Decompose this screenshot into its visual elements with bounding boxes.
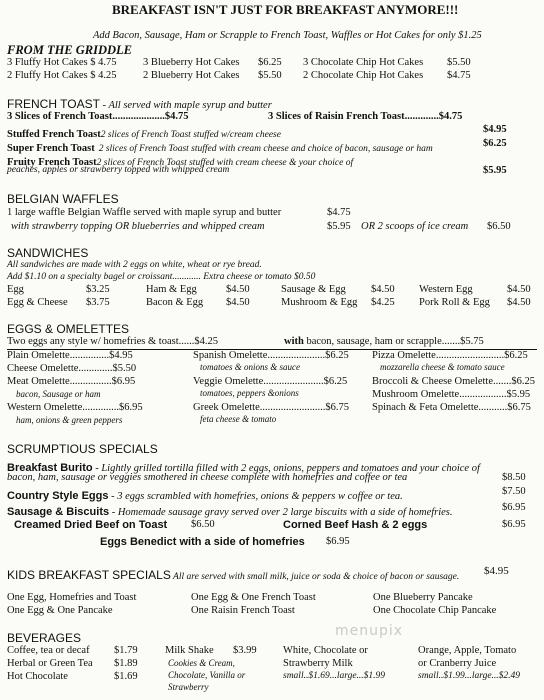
- item-price: $6.95: [326, 536, 350, 547]
- sandwich-item: Western Egg: [419, 284, 473, 295]
- kids-price: $4.95: [484, 565, 509, 577]
- omelette-item: Spanish Omelette......................$6.25: [193, 350, 349, 361]
- griddle-item: 3 Fluffy Hot Cakes $ 4.75: [7, 57, 117, 68]
- sandwich-price: $3.75: [86, 297, 110, 308]
- sandwich-price: $4.50: [226, 297, 250, 308]
- special-eggs-benedict: Eggs Benedict with a side of homefries: [100, 536, 305, 548]
- kids-title: KIDS BREAKFAST SPECIALS: [7, 568, 171, 582]
- griddle-price: $5.50: [258, 70, 282, 81]
- omelette-desc: tomatoes, peppers &onions: [200, 388, 299, 398]
- item-price: $7.50: [502, 486, 526, 497]
- item-price: $4.95: [483, 124, 507, 135]
- item-desc: 2 slices of French Toast stuffed with cream cheese & your choice of: [96, 158, 354, 168]
- kids-note: All are served with small milk, juice or soda & choice of bacon or sausage.: [170, 572, 460, 582]
- special-creamed-beef: Creamed Dried Beef on Toast: [14, 519, 168, 531]
- sandwich-item: Mushroom & Egg: [281, 297, 358, 308]
- addon-note: Add Bacon, Sausage, Ham or Scrapple to French Toast, Waffles or Hot Cakes for only $1.25: [93, 30, 482, 41]
- french-toast-section: [7, 98, 272, 112]
- sandwich-price: $4.50: [371, 284, 395, 295]
- beverage-price: small..$1.99...large...$2.49: [418, 671, 521, 681]
- with-label: with: [284, 336, 304, 347]
- omelette-item: Broccoli & Cheese Omelette.......$6.25: [372, 376, 536, 387]
- griddle-price: $4.75: [447, 70, 471, 81]
- omelette-item: Mushroom Omelette..................$5.95: [372, 389, 531, 400]
- omelette-desc: tomatoes & onions & sauce: [200, 362, 300, 372]
- item-desc: 2 slices of French Toast stuffed with cream cheese and choice of bacon, sausage or ham: [98, 144, 433, 154]
- waffle-item: 1 large waffle Belgian Waffle served with maple syrup and butter: [7, 207, 282, 218]
- item-desc: - 3 eggs scrambled with homefries, onions & peppers w coffee or tea.: [108, 491, 403, 502]
- special-corned-beef: Corned Beef Hash & 2 eggs: [283, 519, 428, 531]
- griddle-item: 2 Chocolate Chip Hot Cakes: [303, 70, 424, 81]
- special-sausage-biscuits: [7, 503, 453, 519]
- item-name: Breakfast Burito: [7, 462, 93, 474]
- omelette-desc: mozzarella cheese & tomato sauce: [380, 362, 505, 372]
- omelette-desc: feta cheese & tomato: [200, 414, 277, 424]
- item-price: $5.95: [483, 165, 507, 176]
- omelette-item: Meat Omelette................$6.95: [7, 376, 136, 387]
- omelette-desc: bacon, Sausage or ham: [16, 389, 101, 399]
- item-price: $6.95: [502, 519, 526, 530]
- beverage-price: $1.89: [114, 658, 138, 669]
- kids-item: One Raisin French Toast: [191, 605, 295, 616]
- kids-item: One Chocolate Chip Pancake: [373, 605, 497, 616]
- beverage-item: or Cranberry Juice: [418, 658, 497, 669]
- item-desc: bacon, ham, sausage or veggies smothered in cheese complete with homefries and coffee or tea: [7, 472, 408, 483]
- sandwich-price: $4.50: [507, 297, 531, 308]
- waffle-option: OR 2 scoops of ice cream: [361, 221, 469, 232]
- beverages-title: BEVERAGES: [7, 631, 82, 645]
- sandwich-note: Add $1.10 on a specialty bagel or croissant............ Extra cheese or tomato $0.50: [7, 272, 316, 282]
- eggs-with-meat: [284, 337, 484, 348]
- item-name: Stuffed French Toast: [7, 129, 101, 140]
- beverage-price: $1.69: [114, 671, 138, 682]
- item-price: $6.25: [483, 138, 507, 149]
- sandwich-item: Pork Roll & Egg: [419, 297, 490, 308]
- griddle-item: 3 Blueberry Hot Cakes: [143, 57, 240, 68]
- sandwich-item: Sausage & Egg: [281, 284, 346, 295]
- beverage-price: $3.99: [233, 645, 257, 656]
- waffle-price: $5.95: [327, 221, 351, 232]
- omelette-item: Plain Omelette...............$4.95: [7, 350, 133, 361]
- beverage-item: Milk Shake: [165, 645, 214, 656]
- sandwich-item: Bacon & Egg: [146, 297, 204, 308]
- french-toast-item: 3 Slices of French Toast....................$4.75: [7, 111, 189, 122]
- beverage-desc: Cookies & Cream,: [168, 658, 235, 668]
- omelette-item: Spinach & Feta Omelette...........$6.75: [372, 402, 531, 413]
- specials-title: SCRUMPTIOUS SPECIALS: [7, 442, 158, 456]
- with-meat-text: bacon, sausage, ham or scrapple.......$5.75: [303, 336, 484, 347]
- omelette-item: Western Omelette..............$6.95: [7, 402, 143, 413]
- item-desc: 2 slices of French Toast stuffed w/cream cheese: [100, 130, 281, 140]
- item-desc: - Lightly grilled tortilla filled with 2 eggs, onions, peppers and tomatoes and your choice of: [92, 463, 480, 474]
- item-name: Sausage & Biscuits: [7, 506, 110, 518]
- french-toast-item: 3 Slices of Raisin French Toast.............$4.75: [268, 111, 463, 122]
- sandwich-price: $4.50: [226, 284, 250, 295]
- kids-item: One Egg, Homefries and Toast: [7, 592, 137, 603]
- beverage-item: Herbal or Green Tea: [7, 658, 93, 669]
- kids-section: [7, 567, 459, 583]
- watermark: menupix: [335, 623, 404, 639]
- omelette-item: Veggie Omelette.......................$6.25: [193, 376, 348, 387]
- griddle-title: FROM THE GRIDDLE: [7, 43, 133, 57]
- beverage-desc: Chocolate, Vanilla or: [168, 670, 246, 680]
- griddle-item: 2 Blueberry Hot Cakes: [143, 70, 240, 81]
- item-name: Super French Toast: [7, 143, 95, 154]
- beverage-item: Hot Chocolate: [7, 671, 68, 682]
- griddle-price: $5.50: [447, 57, 471, 68]
- sandwich-price: $4.50: [507, 284, 531, 295]
- sandwich-price: $3.25: [86, 284, 110, 295]
- item-price: $6.95: [502, 502, 526, 513]
- sandwich-item: Egg: [7, 284, 24, 295]
- griddle-item: 2 Fluffy Hot Cakes $ 4.25: [7, 70, 117, 81]
- griddle-price: $6.25: [258, 57, 282, 68]
- griddle-item: 3 Chocolate Chip Hot Cakes: [303, 57, 424, 68]
- beverage-item: Coffee, tea or decaf: [7, 645, 90, 656]
- item-price: $6.50: [191, 519, 215, 530]
- omelette-item: Pizza Omelette..........................$6.25: [372, 350, 528, 361]
- beverage-item: White, Chocolate or: [283, 645, 368, 656]
- beverage-item: Strawberry Milk: [283, 658, 353, 669]
- sandwich-price: $4.25: [371, 297, 395, 308]
- eggs-title: EGGS & OMELETTES: [7, 322, 130, 336]
- sandwich-item: Ham & Egg: [146, 284, 197, 295]
- page-title: BREAKFAST ISN'T JUST FOR BREAKFAST ANYMORE!!!: [112, 2, 459, 17]
- kids-item: One Egg & One Pancake: [7, 605, 113, 616]
- french-toast-title: FRENCH TOAST: [7, 97, 100, 111]
- item-desc: peaches, apples or strawberry topped with whipped cream: [7, 165, 230, 175]
- sandwiches-title: SANDWICHES: [7, 246, 89, 260]
- beverage-price: small..$1.69...large...$1.99: [283, 671, 386, 681]
- waffle-price: $6.50: [487, 221, 511, 232]
- beverage-price: $1.79: [114, 645, 138, 656]
- eggs-any-style: Two eggs any style w/ homefries & toast......$4.25: [7, 336, 218, 347]
- waffles-title: BELGIAN WAFFLES: [7, 192, 119, 206]
- item-price: $8.50: [502, 472, 526, 483]
- kids-item: One Egg & One French Toast: [191, 592, 316, 603]
- beverage-item: Orange, Apple, Tomato: [418, 645, 517, 656]
- sandwich-item: Egg & Cheese: [7, 297, 68, 308]
- sandwich-note: All sandwiches are made with 2 eggs on white, wheat or rye bread.: [7, 260, 262, 270]
- kids-item: One Blueberry Pancake: [373, 592, 473, 603]
- item-desc: - Homemade sausage gravy served over 2 large biscuits with a side of homefries.: [109, 507, 453, 518]
- item-name: Fruity French Toast: [7, 157, 97, 168]
- waffle-price: $4.75: [327, 207, 351, 218]
- omelette-item: Greek Omelette.........................$6.75: [193, 402, 350, 413]
- special-country-eggs: [7, 487, 403, 503]
- french-toast-note: - All served with maple syrup and butter: [99, 100, 272, 111]
- waffle-item: with strawberry topping OR blueberries and whipped cream: [11, 221, 265, 232]
- beverage-desc: Strawberry: [168, 682, 209, 692]
- omelette-item: Cheese Omelette.............$5.50: [7, 363, 137, 374]
- item-name: Country Style Eggs: [7, 490, 109, 502]
- omelette-desc: ham, onions & green peppers: [16, 415, 123, 425]
